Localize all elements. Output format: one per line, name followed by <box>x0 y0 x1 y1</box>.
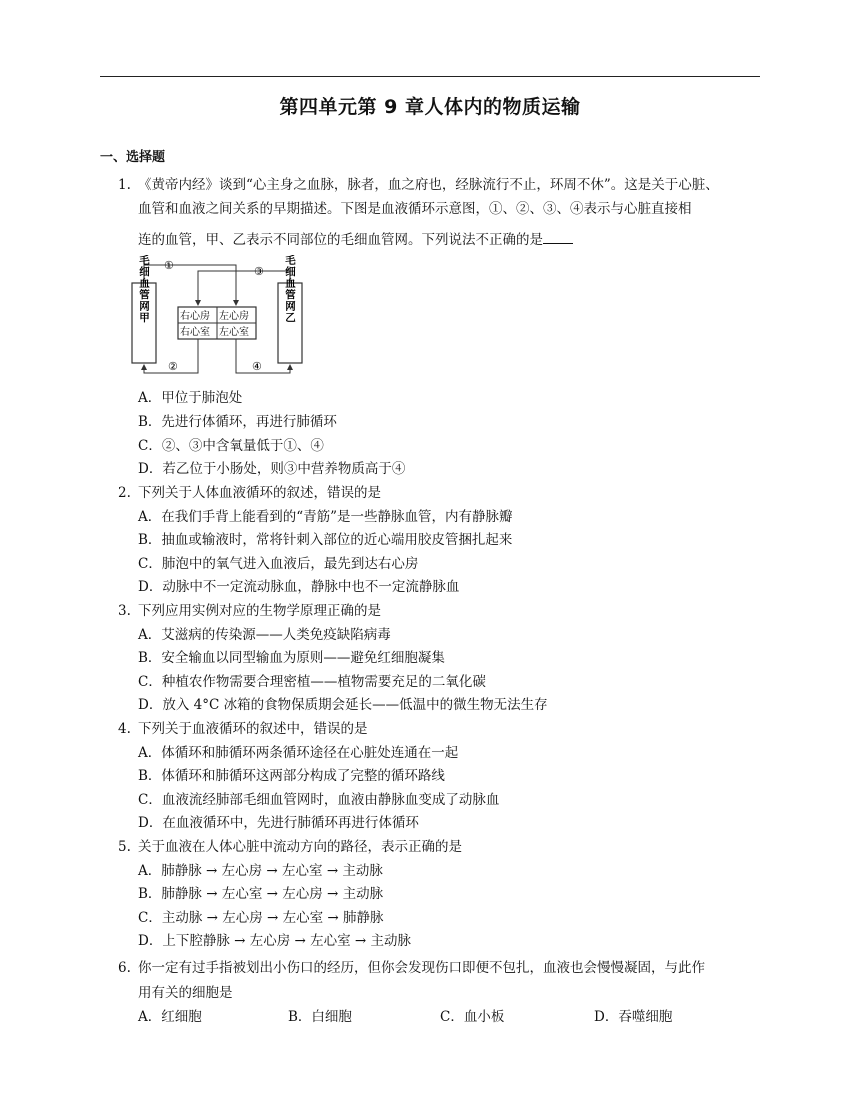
vessel-4-label: ④ <box>252 360 262 373</box>
q6-options-row <box>138 1007 738 1027</box>
q3-option-b: B．安全输血以同型输血为原则——避免红细胞凝集 <box>138 650 445 666</box>
question-6-line-1: 6. 你一定有过手指被划出小伤口的经历，但你会发现伤口即便不包扎，血液也会慢慢凝固，与此作 <box>118 960 705 976</box>
q5-option-d: D．上下腔静脉 → 左心房 → 左心室 → 主动脉 <box>138 933 412 949</box>
q5-option-b: B．肺静脉 → 左心室 → 左心房 → 主动脉 <box>138 886 384 902</box>
vessel-1-label: ① <box>164 259 174 272</box>
left-ventricle-label: 左心室 <box>219 327 249 338</box>
question-1-line-2: 血管和血液之间关系的早期描述。下图是血液循环示意图，①、②、③、④表示与心脏直接相 <box>138 201 692 217</box>
left-atrium-label: 左心房 <box>219 311 249 322</box>
q4-option-c: C．血液流经肺部毛细血管网时，血液由静脉血变成了动脉血 <box>138 792 500 808</box>
capillary-left-label: 毛细血管网甲 <box>138 255 150 324</box>
q1-option-c: C．②、③中含氧量低于①、④ <box>138 438 324 454</box>
vessel-3 <box>198 271 290 305</box>
q2-option-b: B．抽血或输液时，常将针刺入部位的近心端用胶皮管捆扎起来 <box>138 532 513 548</box>
capillary-right-label: 毛细血管网乙 <box>284 255 296 324</box>
q4-option-b: B．体循环和肺循环这两部分构成了完整的循环路线 <box>138 768 445 784</box>
q5-option-a: A．肺静脉 → 左心房 → 左心室 → 主动脉 <box>138 863 383 879</box>
q1-option-a: A．甲位于肺泡处 <box>138 390 243 406</box>
vessel-2-label: ② <box>168 360 178 373</box>
question-2-stem: 2. 下列关于人体血液循环的叙述，错误的是 <box>118 485 381 501</box>
question-5-stem: 5. 关于血液在人体心脏中流动方向的路径，表示正确的是 <box>118 839 462 855</box>
q4-option-a: A．体循环和肺循环两条循环途径在心脏处连通在一起 <box>138 745 459 761</box>
q6-option-d: D．吞噬细胞 <box>594 1009 673 1025</box>
q4-option-d: D．在血液循环中，先进行肺循环再进行体循环 <box>138 815 419 831</box>
q3-option-d: D．放入 4°C 冰箱的食物保质期会延长——低温中的微生物无法生存 <box>138 697 548 713</box>
question-1-line-1: 1. 《黄帝内经》谈到“心主身之血脉，脉者，血之府也，经脉流行不止，环周不休”。这是关于心脏、 <box>118 177 719 193</box>
section-heading: 一、选择题 <box>100 150 166 165</box>
question-6-line-2: 用有关的细胞是 <box>138 985 233 1001</box>
vessel-3-label: ③ <box>254 265 264 278</box>
q6-option-c: C．血小板 <box>440 1009 505 1025</box>
q6-option-a: A．红细胞 <box>138 1009 202 1025</box>
question-4-stem: 4. 下列关于血液循环的叙述中，错误的是 <box>118 721 368 737</box>
blood-circulation-diagram <box>126 255 306 381</box>
question-1-line-3: 连的血管，甲、乙表示不同部位的毛细血管网。下列说法不正确的是 <box>138 229 573 250</box>
q2-option-c: C．肺泡中的氧气进入血液后，最先到达右心房 <box>138 556 419 572</box>
top-rule <box>100 76 760 77</box>
q1-option-b: B．先进行体循环，再进行肺循环 <box>138 414 337 430</box>
page-title: 第四单元第 9 章人体内的物质运输 <box>279 96 581 118</box>
question-3-stem: 3. 下列应用实例对应的生物学原理正确的是 <box>118 603 381 619</box>
q5-option-c: C．主动脉 → 左心房 → 左心室 → 肺静脉 <box>138 910 384 926</box>
q6-option-b: B．白细胞 <box>288 1009 352 1025</box>
q2-option-d: D．动脉中不一定流动脉血，静脉中也不一定流静脉血 <box>138 579 460 595</box>
q3-option-a: A．艾滋病的传染源——人类免疫缺陷病毒 <box>138 627 391 643</box>
q2-option-a: A．在我们手背上能看到的“青筋”是一些静脉血管，内有静脉瓣 <box>138 509 513 525</box>
right-ventricle-label: 右心室 <box>180 327 210 338</box>
right-atrium-label: 右心房 <box>180 311 210 322</box>
q1-option-d: D．若乙位于小肠处，则③中营养物质高于④ <box>138 461 406 477</box>
answer-blank <box>543 229 573 244</box>
q3-option-c: C．种植农作物需要合理密植——植物需要充足的二氧化碳 <box>138 674 486 690</box>
